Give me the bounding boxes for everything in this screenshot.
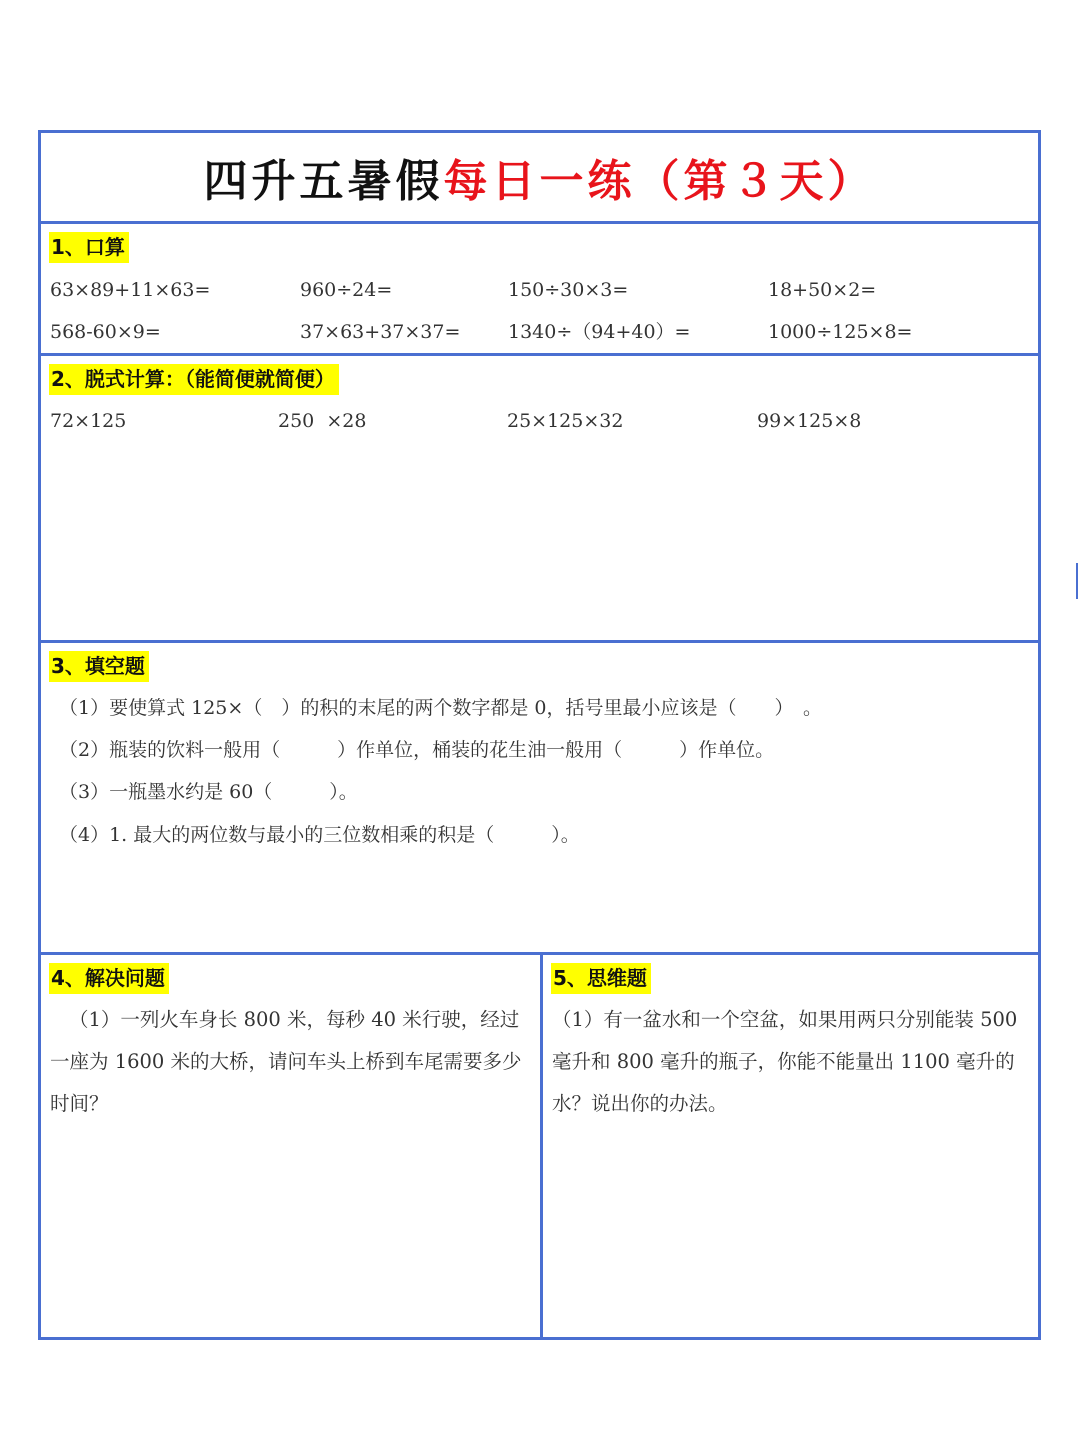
thinking-problem-text: （1）有一盆水和一个空盆，如果用两只分别能装 500 毫升和 800 毫升的瓶子，你能不能量出 1100 毫升的水？说出你的办法。 [552,1008,1018,1115]
divider-vertical-bottom [540,952,543,1340]
section3-heading: 3、填空题 [49,651,149,682]
oral-calc-item: 1340÷（94+40）= [508,321,691,343]
oral-calc-item: 568-60×9= [50,321,161,343]
divider-title [41,221,1038,224]
section2-heading: 2、脱式计算：（能简便就简便） [49,364,339,395]
word-problem-text: （1）一列火车身长 800 米，每秒 40 米行驶，经过一座为 1600 米的大桥，请问车头上桥到车尾需要多少时间？ [50,1008,522,1115]
divider-section1 [41,353,1038,356]
fill-blank-item: （2）瓶装的饮料一般用（ ）作单位，桶装的花生油一般用（ ）作单位。 [59,739,775,761]
title-black-part: 四升五暑假 [203,156,444,207]
page-title [41,133,1038,221]
divider-section2 [41,640,1038,643]
oral-calc-item: 960÷24= [300,279,393,301]
fill-blank-item: （1）要使算式 125×（ ）的积的末尾的两个数字都是 0，括号里最小应该是（ ） 。 [59,697,822,719]
oral-calc-item: 150÷30×3= [508,279,629,301]
step-calc-item: 99×125×8 [757,410,862,432]
section1-heading: 1、口算 [49,232,129,263]
fill-blank-item: （3）一瓶墨水约是 60（ ）。 [59,781,358,803]
worksheet-table [38,130,1041,1340]
step-calc-item: 72×125 [50,410,127,432]
step-calc-item: 250 ×28 [278,410,367,432]
oral-calc-item: 18+50×2= [768,279,877,301]
edge-mark [1076,563,1078,599]
section5-heading: 5、思维题 [551,963,651,994]
oral-calc-item: 37×63+37×37= [300,321,461,343]
section4-heading: 4、解决问题 [49,963,169,994]
fill-blank-item: （4）1. 最大的两位数与最小的三位数相乘的积是（ ）。 [59,824,580,846]
oral-calc-item: 63×89+11×63= [50,279,211,301]
oral-calc-item: 1000÷125×8= [768,321,913,343]
step-calc-item: 25×125×32 [507,410,624,432]
title-red-part: 每日一练（第３天） [443,156,876,207]
